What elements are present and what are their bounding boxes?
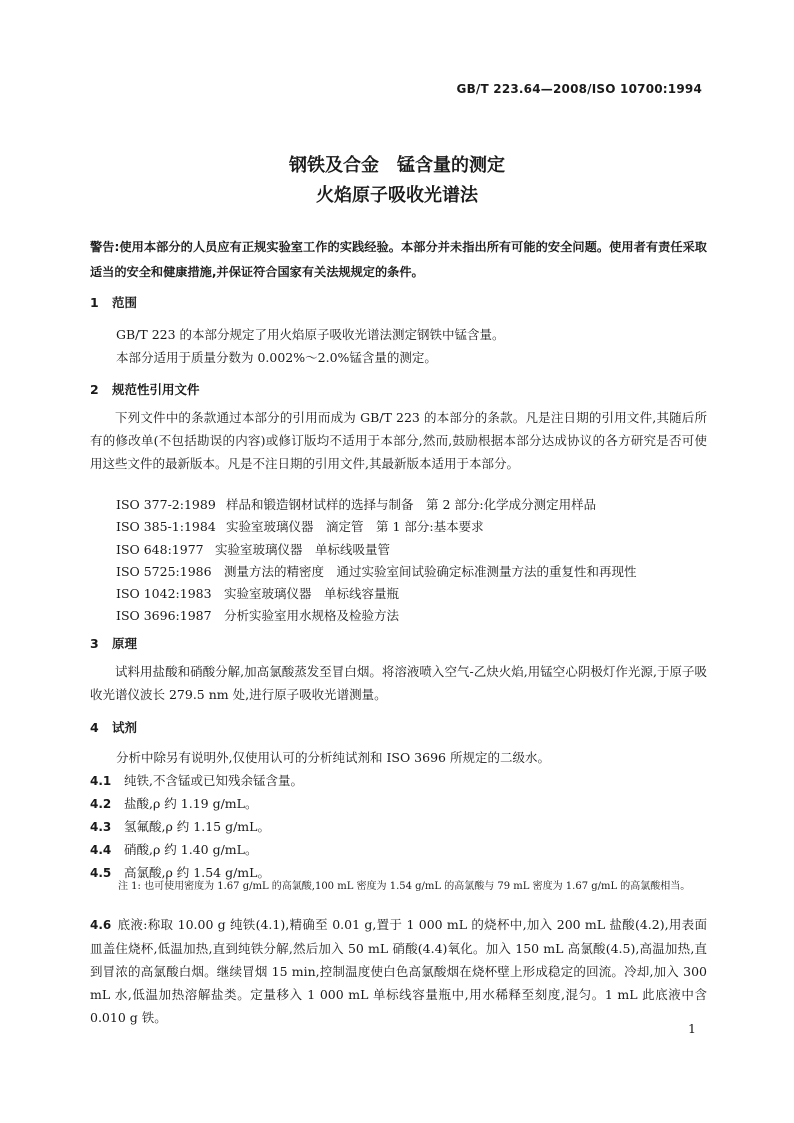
reference-code: ISO 648:1977 [116, 542, 204, 557]
reference-title: 分析实验室用水规格及检验方法 [224, 608, 400, 623]
reference-item [116, 517, 484, 535]
standard-code: GB/T 223.64—2008/ISO 10700:1994 [456, 82, 702, 96]
item-number: 4.4 [90, 843, 112, 857]
section-number: 4 [90, 720, 99, 735]
reference-title: 实验室玻璃仪器 单标线容量瓶 [224, 586, 400, 601]
page-number: 1 [688, 1021, 696, 1036]
reference-item [116, 562, 637, 580]
section-number: 1 [90, 295, 99, 310]
principle-paragraph: 试料用盐酸和硝酸分解,加高氯酸蒸发至冒白烟。将溶液喷入空气-乙炔火焰,用锰空心阴极灯作光源,于原子吸收光谱仪波长 279.5 nm 处,进行原子吸收光谱测量。 [90, 664, 707, 702]
reference-title: 测量方法的精密度 通过实验室间试验确定标准测量方法的重复性和再现性 [224, 564, 637, 579]
scope-paragraph-2: 本部分适用于质量分数为 0.002%～2.0%锰含量的测定。 [116, 350, 437, 365]
item-text: 底液:称取 10.00 g 纯铁(4.1),精确至 0.01 g,置于 1 000 mL 的烧杯中,加入 200 mL 盐酸(4.2),用表面皿盖住烧杯,低温加热,直到纯铁分解,然后加入 50 mL 硝酸(4.4)氧化。加入 150 mL 高氯酸(4.5),高温加热,直到冒浓的高氯酸白烟。继续冒烟 15 min,控制温度使白色高氯酸烟在烧杯壁上形成稳定的回流。冷却,加入 300 mL 水,低温加热溶解盐类。定量移入 1 000 mL 单标线容量瓶中,用水稀释至刻度,混匀。1 mL 此底液中含 0.010 g 铁。 [90, 917, 707, 1025]
item-text: 氢氟酸,ρ 约 1.15 g/mL。 [124, 819, 270, 834]
item-number: 4.2 [90, 797, 112, 811]
scope-paragraph-1: GB/T 223 的本部分规定了用火焰原子吸收光谱法测定钢铁中锰含量。 [116, 327, 505, 342]
reference-code: ISO 5725:1986 [116, 564, 212, 579]
section-3-heading [90, 634, 137, 652]
reference-item [116, 540, 390, 558]
reference-title: 实验室玻璃仪器 单标线吸量管 [215, 542, 391, 557]
reference-item [116, 606, 399, 624]
reference-code: ISO 3696:1987 [116, 608, 212, 623]
section-title: 试剂 [112, 720, 138, 735]
section-1-heading [90, 293, 137, 311]
reagent-item-4-6 [90, 913, 707, 1029]
reference-item [116, 495, 596, 513]
item-text: 纯铁,不含锰或已知残余锰含量。 [124, 773, 303, 788]
item-text: 高氯酸,ρ 约 1.54 g/mL。 [124, 865, 270, 880]
reagent-item [90, 771, 303, 789]
item-number: 4.6 [90, 918, 112, 932]
reagent-item [90, 840, 257, 858]
item-number: 4.1 [90, 774, 112, 788]
title-line-1: 钢铁及合金 锰含量的测定 [289, 155, 505, 176]
reagent-item [90, 794, 257, 812]
normative-references-paragraph: 下列文件中的条款通过本部分的引用而成为 GB/T 223 的本部分的条款。凡是注日期的引用文件,其随后所有的修改单(不包括勘误的内容)或修订版均不适用于本部分,然而,鼓励根据本部分达成协议的各方研究是否可使用这些文件的最新版本。凡是不注日期的引用文件,其最新版本适用于本部分。 [90, 410, 707, 471]
note-1: 注 1: 也可使用密度为 1.67 g/mL 的高氯酸,100 mL 密度为 1.54 g/mL 的高氯酸与 79 mL 密度为 1.67 g/mL 的高氯酸相当。 [118, 881, 691, 892]
warning-paragraph: 警告:使用本部分的人员应有正规实验室工作的实践经验。本部分并未指出所有可能的安全问题。使用者有责任采取适当的安全和健康措施,并保证符合国家有关法规规定的条件。 [90, 240, 707, 279]
section-2-heading [90, 380, 200, 398]
section-number: 3 [90, 636, 99, 651]
item-number: 4.5 [90, 866, 112, 880]
section-title: 规范性引用文件 [112, 382, 200, 397]
section-4-heading [90, 718, 137, 736]
item-number: 4.3 [90, 820, 112, 834]
reference-code: ISO 1042:1983 [116, 586, 212, 601]
item-text: 盐酸,ρ 约 1.19 g/mL。 [124, 796, 258, 811]
reference-title: 实验室玻璃仪器 滴定管 第 1 部分:基本要求 [226, 519, 484, 534]
reference-code: ISO 385-1:1984 [116, 519, 216, 534]
title-line-2: 火焰原子吸收光谱法 [316, 185, 478, 206]
reference-code: ISO 377-2:1989 [116, 497, 216, 512]
reagents-intro: 分析中除另有说明外,仅使用认可的分析纯试剂和 ISO 3696 所规定的二级水。 [116, 750, 550, 765]
section-title: 原理 [112, 636, 138, 651]
reference-item [116, 584, 399, 602]
reagent-item [90, 817, 270, 835]
section-title: 范围 [112, 295, 138, 310]
reference-title: 样品和锻造钢材试样的选择与制备 第 2 部分:化学成分测定用样品 [226, 497, 597, 512]
item-text: 硝酸,ρ 约 1.40 g/mL。 [124, 842, 258, 857]
section-number: 2 [90, 382, 99, 397]
